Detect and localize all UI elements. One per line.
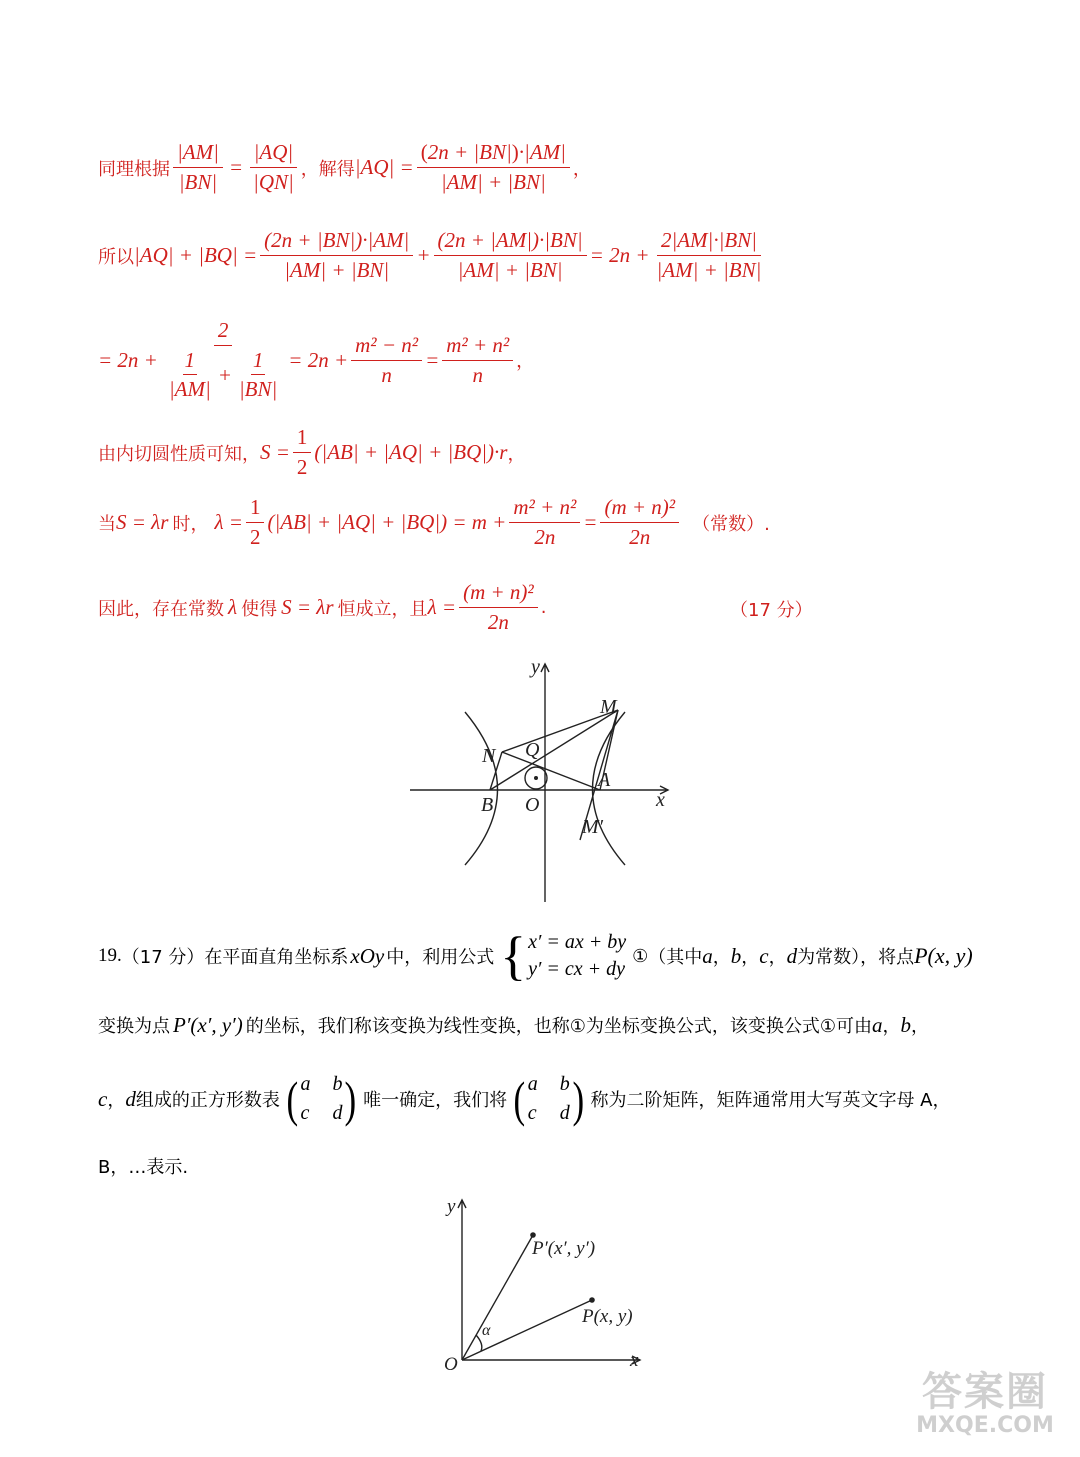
text-segment: ， — [507, 443, 526, 465]
fraction: $\frac{(2n + |BN|)\cdot|AM|}{|AM| + |BN|}$ — [417, 140, 570, 195]
label-B: B — [481, 794, 494, 816]
text-segment: 同理根据 — [98, 158, 170, 180]
label-alpha: α — [482, 1322, 491, 1339]
angle-arc — [476, 1335, 482, 1351]
fraction: $\frac{|AM|}{|BN|}$ — [173, 140, 223, 195]
watermark-logo — [895, 1360, 1075, 1438]
label-Pp: P′(x′, y′) — [532, 1238, 596, 1259]
problem19-line-3: c ， d 组成的正方形数表 ( a b c d ) 唯一确定，我们将 ( a b c d ) 称为二阶矩阵，矩阵通常用大写英文字母 A， — [98, 1071, 951, 1127]
label-y: y — [447, 1196, 456, 1217]
problem-number: 19. — [98, 945, 122, 966]
label-Q: Q — [525, 739, 540, 761]
segment-NA — [502, 752, 600, 790]
label-N: N — [482, 745, 496, 767]
label-x: x — [630, 1350, 639, 1371]
problem19-line-1: 19. （17 分） 在平面直角坐标系 xOy 中，利用公式 { x′ = ax + by y′ = cx + dy ① （其中 a ， b ， c ， d 为常数），将点 P(x, y) — [98, 926, 973, 986]
point-Pp — [530, 1232, 536, 1238]
label-Mp: M′ — [582, 816, 604, 838]
solution-line-1: 同理根据 $\frac{|AM|}{|BN|}$ = $\frac{|AQ|}{|QN|}$ ，解得 |AQ| = $\frac{(2n + |BN|)\cdot|AM|}{|AM| + |BN|}$ ， — [98, 140, 591, 194]
problem19-line-4: B，…表示. — [98, 1157, 189, 1178]
text-segment: 当 — [98, 513, 116, 535]
text-segment: ，解得 — [300, 158, 355, 180]
solution-line-5: 当 S = λr 时， λ = $\frac{1}{2}$ (|AB| + |AQ| + |BQ|) = m + $\frac{\text{m² + n²}}{2n}$ = $\frac{\text{(m + n)²}}{2n}$ （常数）. — [98, 495, 770, 549]
fraction: $\frac{|AQ|}{|QN|}$ — [249, 140, 298, 195]
label-y: y — [531, 656, 540, 678]
fraction: $\frac{\text{m² + n²}}{n}$ — [442, 333, 513, 388]
fraction: $\frac{1}{2}$ — [293, 425, 312, 480]
problem19-line-2: 变换为点 P′(x′, y′) 的坐标，我们称该变换为线性变换，也称①为坐标变换公式，该变换公式①可由 a ， b ， — [98, 1012, 930, 1037]
vector-rotation-figure — [440, 1190, 660, 1380]
fraction: $\frac{(2n + |BN|)\cdot|AM|}{|AM| + |BN|}$ — [260, 228, 413, 283]
label-O: O — [444, 1354, 458, 1375]
label-x: x — [656, 789, 665, 811]
text-segment: 所以 — [98, 246, 134, 268]
score-label: （17 分） — [730, 600, 813, 621]
fraction: $\frac{2|AM|\cdot|BN|}{|AM| + |BN|}$ — [656, 228, 762, 282]
watermark-top: 答案圈 — [922, 1369, 1048, 1415]
text-segment: 由内切圆性质可知， — [98, 443, 260, 465]
text-segment: 恒成立，且 — [337, 598, 428, 620]
text-segment: （常数）. — [692, 513, 770, 535]
text-segment: ， — [572, 158, 591, 180]
point-P — [589, 1297, 595, 1303]
fraction: $\frac{\text{(m + n)²}}{2n}$ — [600, 495, 679, 550]
solution-line-3: = 2n + 2 $\frac{1}{|AM|}$ + $\frac{1}{|BN|}$ = 2n + $\frac{\text{m² − n²}}{n}$ = $\frac{\text{m² + n²}}{n}$ ， — [98, 318, 535, 401]
fraction: $\frac{(2n + |AM|)\cdot|BN|}{|AM| + |BN|}$ — [434, 228, 587, 283]
matrix: ( a b c d ) — [513, 1071, 584, 1127]
incircle-center — [534, 776, 538, 780]
text-segment: 时， — [172, 513, 209, 535]
solution-line-2: 所以 |AQ| + |BQ| = $\frac{(2n + |BN|)\cdot|AM|}{|AM| + |BN|}$ + $\frac{(2n + |AM|)\cdot|BN|}{|AM| + |BN|}$ = 2n + $\frac{2|AM|\cdot|BN|}{|AM| + |BN|}$ — [98, 228, 768, 283]
fraction: $\frac{1}{2}$ — [246, 495, 265, 550]
hyperbola-figure — [400, 655, 690, 905]
label-O: O — [525, 794, 540, 816]
fraction: $\frac{\text{m² − n²}}{n}$ — [351, 333, 422, 388]
matrix: ( a b c d ) — [286, 1071, 357, 1127]
text-segment: 使得 — [241, 598, 278, 620]
label-M: M — [600, 696, 617, 718]
fraction: 2 $\frac{1}{|AM|}$ + $\frac{1}{|BN|}$ — [168, 318, 278, 401]
watermark-bottom: MXQE.COM — [916, 1413, 1054, 1438]
solution-line-4: 由内切圆性质可知， S = $\frac{1}{2}$ (|AB| + |AQ| + |BQ|)·r ， — [98, 425, 526, 479]
text-segment: 因此，存在常数 — [98, 598, 224, 620]
solution-line-6: 因此，存在常数 λ 使得 S = λr 恒成立，且 λ = $\frac{\text{(m + n)²}}{2n}$ . — [98, 580, 547, 634]
transform-formula: { x′ = ax + by y′ = cx + dy — [500, 926, 627, 986]
fraction: $\frac{\text{(m + n)²}}{2n}$ — [459, 580, 538, 635]
label-P: P(x, y) — [582, 1306, 633, 1327]
ray-OPp — [462, 1235, 533, 1360]
label-A: A — [598, 769, 611, 791]
text-segment: . — [540, 597, 547, 618]
fraction: $\frac{\text{m² + n²}}{2n}$ — [509, 495, 580, 550]
